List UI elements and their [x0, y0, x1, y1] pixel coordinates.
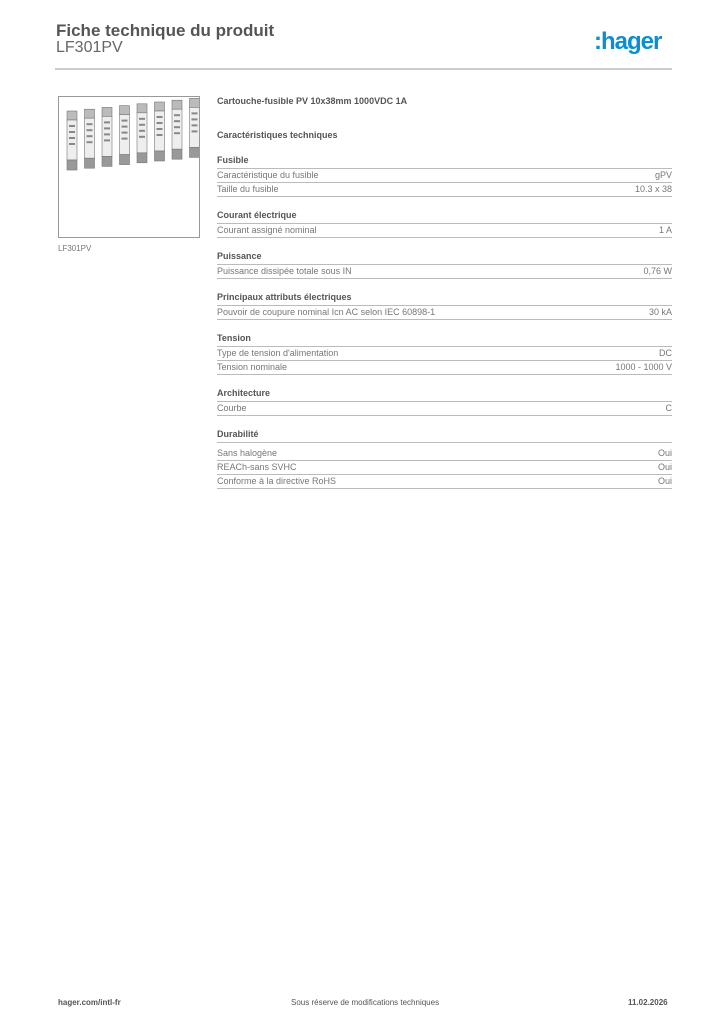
spec-section	[217, 388, 672, 416]
spec-row	[217, 306, 672, 320]
section-title: Principaux attributs électriques	[217, 292, 672, 306]
spec-section	[217, 333, 672, 375]
spec-value: 30 kA	[648, 307, 672, 317]
section-title: Tension	[217, 333, 672, 347]
section-title: Fusible	[217, 155, 672, 169]
spec-value: gPV	[654, 170, 672, 180]
fuse-icon	[85, 109, 95, 168]
hager-logo: :hager	[594, 28, 662, 55]
spec-label: Courant assigné nominal	[217, 225, 317, 235]
spec-value: 10.3 x 38	[634, 184, 672, 194]
product-image	[58, 96, 200, 238]
spec-row	[217, 402, 672, 416]
image-caption: LF301PV	[58, 244, 92, 253]
spec-value: 0,76 W	[643, 266, 672, 276]
fuse-icon	[172, 100, 182, 159]
fuse-icon	[190, 98, 200, 157]
spec-label: REACh-sans SVHC	[217, 462, 297, 472]
spec-value: Oui	[657, 448, 672, 458]
characteristics-heading: Caractéristiques techniques	[217, 130, 338, 140]
spec-sheet	[217, 96, 672, 489]
header-divider	[55, 68, 672, 70]
spec-row	[217, 447, 672, 461]
spec-label: Type de tension d'alimentation	[217, 348, 339, 358]
spec-value: C	[665, 403, 672, 413]
spec-label: Puissance dissipée totale sous IN	[217, 266, 352, 276]
footer-notice: Sous réserve de modifications techniques	[291, 998, 440, 1007]
spec-sections	[217, 155, 672, 489]
spec-label: Pouvoir de coupure nominal Icn AC selon IEC 60898-1	[217, 307, 436, 317]
fuse-icon	[67, 111, 77, 170]
page-title: Fiche technique du produit	[56, 21, 275, 40]
spec-row	[217, 183, 672, 197]
spec-label: Conforme à la directive RoHS	[217, 476, 337, 486]
spec-value: Oui	[657, 476, 672, 486]
spec-value: DC	[659, 348, 672, 358]
section-title: Puissance	[217, 251, 672, 265]
spec-label: Courbe	[217, 403, 247, 413]
spec-section	[217, 155, 672, 197]
spec-value: 1000 - 1000 V	[615, 362, 672, 372]
spec-row	[217, 265, 672, 279]
spec-section	[217, 251, 672, 279]
spec-section	[217, 210, 672, 238]
spec-value: 1 A	[658, 225, 672, 235]
section-title: Architecture	[217, 388, 672, 402]
spec-row	[217, 224, 672, 238]
fuse-icon	[137, 104, 147, 163]
spec-section	[217, 292, 672, 320]
spec-row	[217, 461, 672, 475]
spec-label: Taille du fusible	[217, 184, 279, 194]
spec-row	[217, 361, 672, 375]
spec-row	[217, 475, 672, 489]
fuses-illustration	[59, 97, 199, 237]
fuse-icon	[120, 106, 130, 165]
spec-label: Caractéristique du fusible	[217, 170, 319, 180]
product-reference: LF301PV	[56, 39, 123, 56]
footer-date: 11.02.2026	[628, 998, 668, 1007]
section-title: Courant électrique	[217, 210, 672, 224]
product-title: Cartouche-fusible PV 10x38mm 1000VDC 1A	[217, 96, 408, 106]
spec-label: Sans halogène	[217, 448, 278, 458]
footer-website[interactable]: hager.com/intl-fr	[58, 998, 121, 1007]
fuse-icon	[155, 102, 165, 161]
spec-label: Tension nominale	[217, 362, 288, 372]
spec-value: Oui	[657, 462, 672, 472]
spec-row	[217, 169, 672, 183]
section-title: Durabilité	[217, 429, 672, 443]
spec-row	[217, 347, 672, 361]
fuse-icon	[102, 107, 112, 166]
spec-section	[217, 429, 672, 489]
